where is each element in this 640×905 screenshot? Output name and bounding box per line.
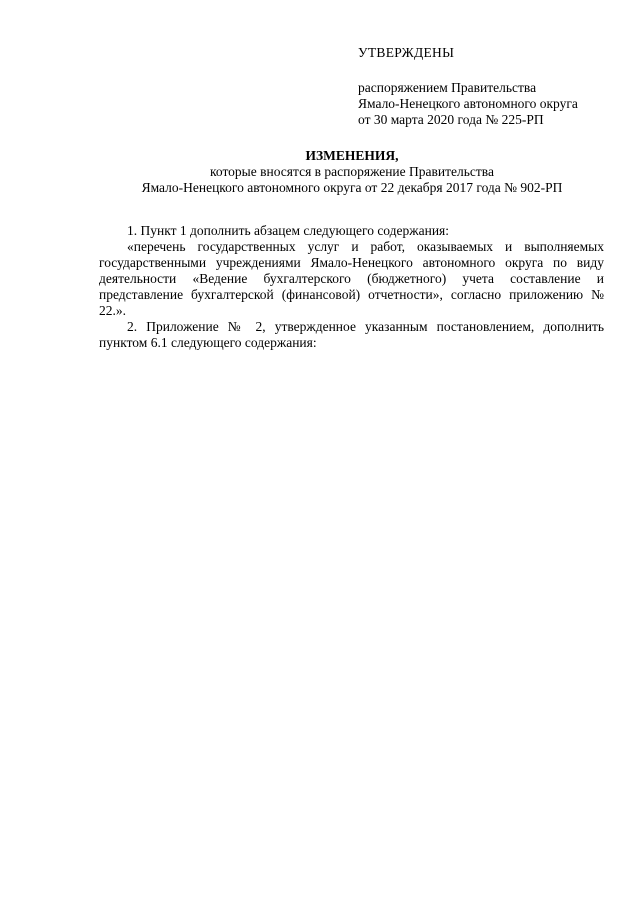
approval-line: распоряжением Правительства <box>358 80 537 95</box>
approval-line: Ямало-Ненецкого автономного округа <box>358 96 578 111</box>
body-paragraph: 2. Приложение № 2, утвержденное указанным постановлением, дополнить пунктом 6.1 следующего содержания: <box>99 319 604 350</box>
document-subtitle-line: Ямало-Ненецкого автономного округа от 22 декабря 2017 года № 902-РП <box>141 180 563 195</box>
approval-stamp: УТВЕРЖДЕНЫ <box>358 45 455 60</box>
approval-block <box>358 45 628 128</box>
document-heading <box>92 148 612 196</box>
body-paragraph: 1. Пункт 1 дополнить абзацем следующего содержания: <box>127 223 450 238</box>
document-body <box>99 223 604 351</box>
body-paragraph: «перечень государственных услуг и работ, оказываемых и выполняемых государственными учреждениями Ямало-Ненецкого автономного округа по виду деятельности «Ведение бухгалтерского (бюджетного) учета составление и представление бухгалтерской (финансовой) отчетности», согласно приложению № 22.». <box>99 239 604 318</box>
document-subtitle-line: которые вносятся в распоряжение Правительства <box>210 164 494 179</box>
approval-line: от 30 марта 2020 года № 225-РП <box>358 112 544 127</box>
document-title: ИЗМЕНЕНИЯ, <box>305 148 399 163</box>
